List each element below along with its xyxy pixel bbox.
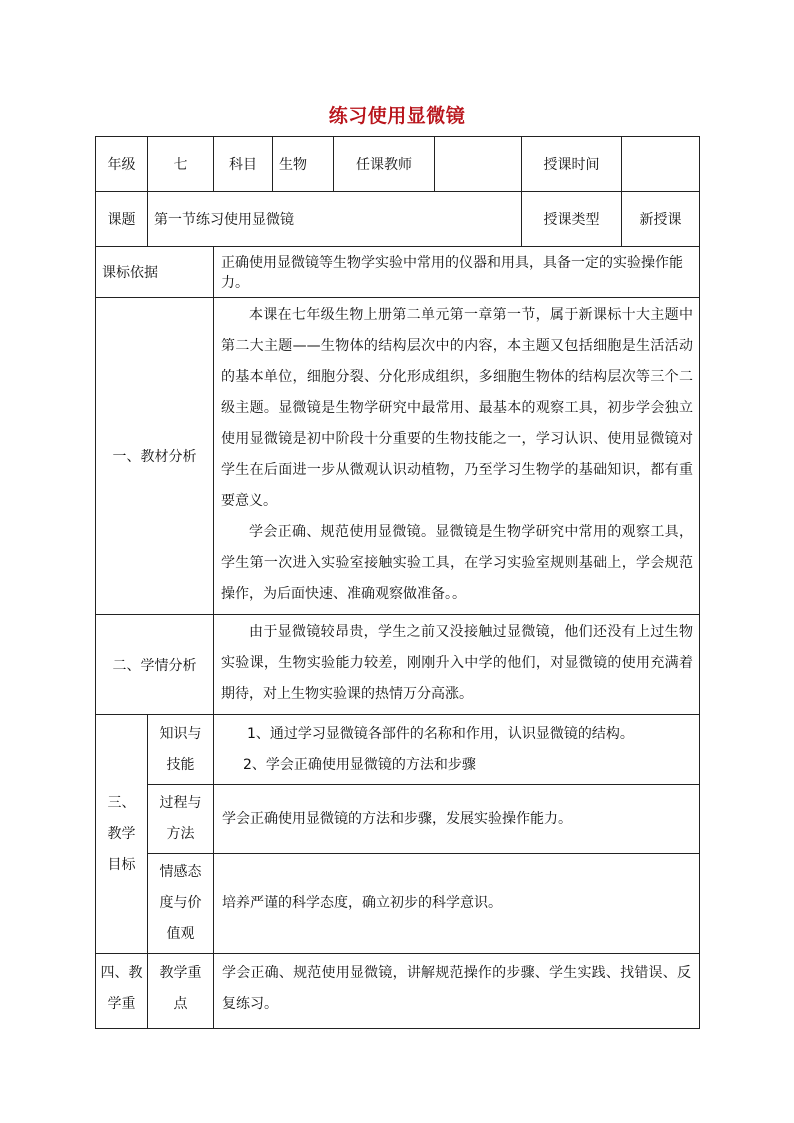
standard-label: 课标依据 xyxy=(96,247,214,298)
knowledge-item: 1、通过学习显微镜各部件的名称和作用，认识显微镜的结构。 xyxy=(247,725,634,742)
teacher-label: 任课教师 xyxy=(334,137,435,192)
teaching-focus-sublabel: 教学重点 xyxy=(148,954,214,1029)
textbook-analysis-text xyxy=(214,298,700,615)
learner-paragraph: 由于显微镜较昂贵，学生之前又没接触过显微镜，他们还没有上过生物实验课，生物实验能力较差，刚刚升入中学的他们，对显微镜的使用充满着期待，对上生物实验课的热情万分高涨。 xyxy=(221,624,693,702)
emotion-label: 情感态度与价值观 xyxy=(148,854,214,954)
type-value: 新授课 xyxy=(622,192,700,247)
teaching-focus-row xyxy=(96,954,700,1029)
subject-label: 科目 xyxy=(214,137,273,192)
time-label: 授课时间 xyxy=(522,137,622,192)
textbook-analysis-row xyxy=(96,298,700,615)
topic-label: 课题 xyxy=(96,192,148,247)
goal-emotion-row xyxy=(96,854,700,954)
standard-row xyxy=(96,247,700,298)
textbook-paragraph: 本课在七年级生物上册第二单元第一章第一节，属于新课标十大主题中第二大主题——生物体的结构层次中的内容，本主题又包括细胞是生活活动的基本单位，细胞分裂、分化形成组织，多细胞生物体的结构层次等三个二级主题。显微镜是生物学研究中最常用、最基本的观察工具，初步学会独立使用显微镜是初中阶段十分重要的生物技能之一，学习认识、使用显微镜对学生在后面进一步从微观认识动植物，乃至学习生物学的基础知识，都有重要意义。 xyxy=(221,307,693,509)
learner-analysis-label: 二、学情分析 xyxy=(96,615,214,715)
teaching-goals-label: 三、教学目标 xyxy=(96,715,148,954)
emotion-text: 培养严谨的科学态度，确立初步的科学意识。 xyxy=(214,854,700,954)
learner-analysis-row xyxy=(96,615,700,715)
lesson-plan-table xyxy=(95,136,700,1029)
knowledge-item: 2、学会正确使用显微镜的方法和步骤 xyxy=(243,756,476,773)
learner-analysis-text xyxy=(214,615,700,715)
time-value xyxy=(622,137,700,192)
goal-knowledge-row xyxy=(96,715,700,785)
process-text: 学会正确使用显微镜的方法和步骤，发展实验操作能力。 xyxy=(214,785,700,854)
header-row xyxy=(96,137,700,192)
grade-value: 七 xyxy=(148,137,214,192)
goal-process-row xyxy=(96,785,700,854)
topic-value: 第一节练习使用显微镜 xyxy=(148,192,522,247)
grade-label: 年级 xyxy=(96,137,148,192)
standard-text: 正确使用显微镜等生物学实验中常用的仪器和用具，具备一定的实验操作能力。 xyxy=(214,247,700,298)
type-label: 授课类型 xyxy=(522,192,622,247)
process-label: 过程与方法 xyxy=(148,785,214,854)
subject-value: 生物 xyxy=(273,137,334,192)
textbook-paragraph: 学会正确、规范使用显微镜。显微镜是生物学研究中常用的观察工具，学生第一次进入实验室接触实验工具，在学习实验室规则基础上，学会规范操作，为后面快速、准确观察做准备。。 xyxy=(221,524,693,602)
textbook-analysis-label: 一、教材分析 xyxy=(96,298,214,615)
knowledge-label: 知识与技能 xyxy=(148,715,214,785)
teaching-focus-label: 四、教学重 xyxy=(96,954,148,1029)
document-title: 练习使用显微镜 xyxy=(328,105,466,127)
knowledge-items xyxy=(214,715,700,785)
teaching-focus-text: 学会正确、规范使用显微镜，讲解规范操作的步骤、学生实践、找错误、反复练习。 xyxy=(214,954,700,1029)
teacher-value xyxy=(435,137,522,192)
topic-row xyxy=(96,192,700,247)
